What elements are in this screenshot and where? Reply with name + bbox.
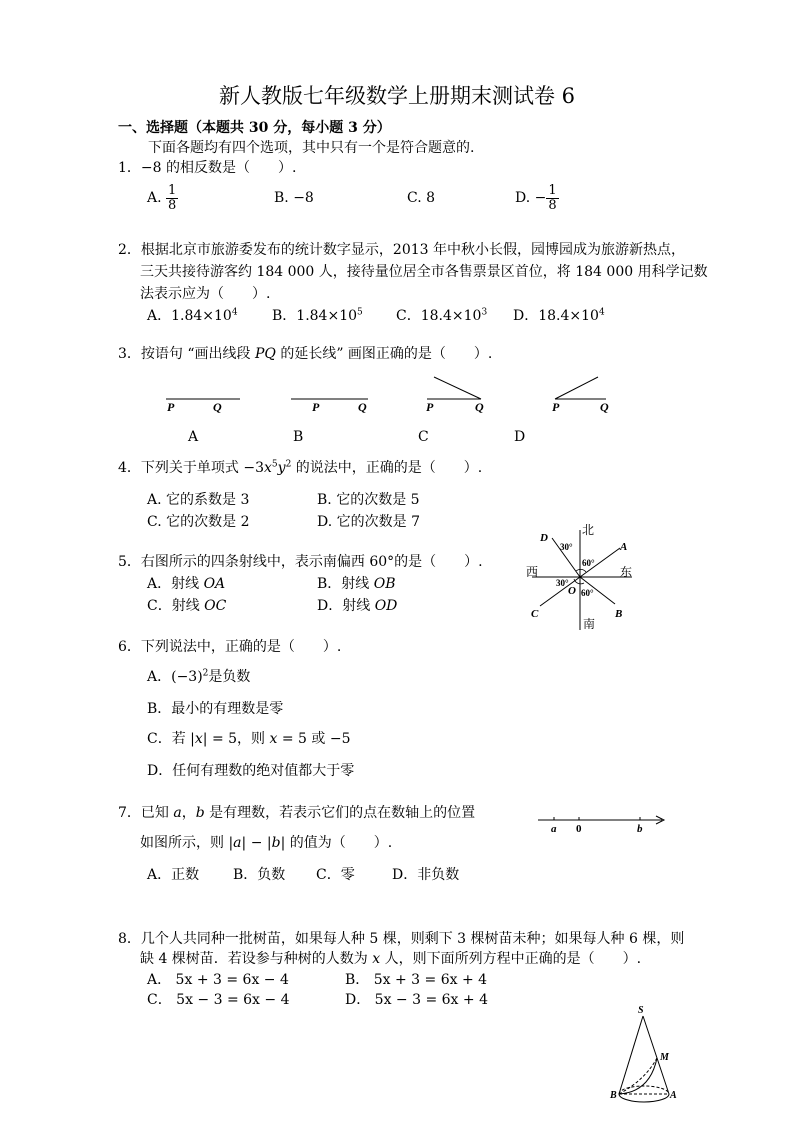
q6-stem: 6．下列说法中，正确的是（ ）. [118, 639, 342, 655]
q3-stem-pre: 3．按语句 “画出线段 [118, 346, 255, 362]
q1-d-den: 8 [548, 197, 557, 213]
q3-fig-d-q: Q [600, 400, 609, 414]
q1-d-num: 1 [548, 182, 557, 198]
q5-d-pre: D．射线 [317, 598, 375, 614]
q3-fig-c-q: Q [475, 400, 484, 414]
q4-stem-pre: 4．下列关于单项式 −3 [118, 460, 264, 476]
label-angle-30-left: 30° [556, 578, 569, 588]
cone-base-front [619, 1094, 669, 1102]
q7-l2-b: b [271, 835, 281, 851]
q7-option-a: A．正数 [147, 867, 200, 883]
label-zero: 0 [576, 823, 582, 835]
q6-c-var: x [194, 731, 203, 747]
q7-line1 [118, 803, 475, 823]
q1-option-b: B. −8 [274, 190, 314, 206]
q6-option-b: B．最小的有理数是零 [147, 701, 284, 717]
q2-line1: 2．根据北京市旅游委发布的统计数字显示，2013 年中秋小长假，园博园成为旅游新热点， [118, 242, 685, 258]
q1-option-d [515, 180, 559, 216]
q3-label-d: D [514, 429, 526, 445]
q4-stem-y-exp: 2 [285, 459, 292, 470]
q5-d-var: OD [374, 598, 398, 614]
q2-d-base: D．18.4×10 [513, 308, 599, 324]
q2-a-base: A．1.84×10 [147, 308, 232, 324]
q4-option-a: A. 它的系数是 3 [147, 492, 250, 508]
q5-b-pre: B．射线 [317, 576, 374, 592]
q8-option-b: B． 5x + 3 = 6x + 4 [345, 972, 488, 988]
q7-line2 [140, 833, 392, 853]
label-m: M [660, 1052, 669, 1063]
q4-option-c: C. 它的次数是 2 [147, 514, 250, 530]
q6-option-c [147, 729, 351, 749]
q7-l2-a: a [233, 835, 242, 851]
q8-line1: 8．几个人共同种一批树苗，如果每人种 5 棵，则剩下 3 棵树苗未种；如果每人种 6 棵，则 [118, 931, 685, 947]
label-east: 东 [620, 565, 633, 579]
q4-option-b: B. 它的次数是 5 [317, 492, 420, 508]
q7-option-c: C．零 [316, 867, 355, 883]
q6-c-var2: x [269, 731, 278, 747]
q3-stem-post: 的延长线” 画图正确的是（ ）. [275, 346, 493, 362]
q2-a-exp: 4 [231, 307, 238, 318]
q4-stem-x-exp: 5 [271, 459, 278, 470]
q7-l2-post: | 的值为（ ）. [280, 835, 393, 851]
q6-a-exp: 2 [202, 668, 209, 679]
q8-option-a: A． 5x + 3 = 6x − 4 [147, 972, 289, 988]
section-instruction: 下面各题均有四个选项，其中只有一个是符合题意的. [148, 140, 475, 156]
q7-l2-pre: 如图所示，则 | [140, 835, 234, 851]
q7-l1-mid: ， [181, 805, 196, 821]
q6-c-mid: | = 5，则 [202, 731, 270, 747]
label-a: A [670, 1090, 677, 1101]
q1-a-num: 1 [168, 182, 177, 198]
q2-option-b [272, 306, 363, 326]
label-o: O [568, 585, 576, 597]
q3-fig-c-p: P [426, 400, 434, 414]
q2-option-d [513, 306, 605, 326]
q3-fig-d-ray [555, 377, 598, 399]
label-s: S [638, 1005, 644, 1016]
label-a: A [620, 541, 628, 553]
q8-option-d: D． 5x − 3 = 6x + 4 [345, 992, 488, 1008]
label-b: B [615, 608, 623, 620]
q3-label-b: B [293, 429, 304, 445]
label-b: b [637, 823, 643, 835]
q3-stem-var: PQ [254, 346, 276, 362]
label-angle-60-bottom: 60° [581, 588, 594, 598]
q1-stem: 1．−8 的相反数是（ ）. [118, 160, 297, 176]
q3-fig-a-p: P [167, 400, 175, 414]
q2-line2: 三天共接待游客约 184 000 人，接待量位居全市各售票景区首位，将 184 000 用科学记数 [140, 264, 708, 280]
q5-c-pre: C．射线 [147, 598, 205, 614]
q5-a-var: OA [203, 576, 226, 592]
q8-l2-post: 人，则下面所列方程中正确的是（ ）. [380, 951, 642, 967]
q6-option-a [147, 667, 250, 687]
q2-c-exp: 3 [481, 307, 488, 318]
q2-option-a [147, 306, 238, 326]
q2-c-base: C．18.4×10 [396, 308, 482, 324]
q5-option-a [147, 574, 225, 594]
q8-l2-pre: 缺 4 棵树苗．若设参与种树的人数为 [140, 951, 373, 967]
q8-line2 [140, 949, 641, 969]
section-heading: 一、选择题（本题共 30 分，每小题 3 分） [118, 120, 391, 136]
q4-stem-post: 的说法中，正确的是（ ）. [291, 460, 483, 476]
q3-stem [118, 344, 492, 364]
q3-fig-a-q: Q [213, 400, 222, 414]
q1-d-label: D. − [515, 190, 547, 206]
q3-label-c: C [418, 429, 429, 445]
angle-arc-top [576, 569, 586, 572]
q7-option-d: D．非负数 [392, 867, 460, 883]
label-a: a [551, 823, 557, 835]
q3-fig-b-p: P [312, 400, 320, 414]
q7-l1-post: 是有理数，若表示它们的点在数轴上的位置 [204, 805, 476, 821]
q6-option-d: D．任何有理数的绝对值都大于零 [147, 763, 355, 779]
cone-edge-left [619, 1016, 643, 1094]
label-b: B [610, 1090, 617, 1101]
q3-fig-c-ray [434, 377, 481, 399]
q7-number-line [536, 808, 671, 836]
label-north: 北 [582, 523, 595, 537]
page-title: 新人教版七年级数学上册期末测试卷 6 [218, 84, 576, 108]
q1-a-label: A. [147, 190, 162, 206]
q2-d-exp: 4 [598, 307, 605, 318]
q3-fig-b-q: Q [358, 400, 367, 414]
q1-option-a [147, 180, 178, 216]
q7-l1-pre: 7．已知 [118, 805, 174, 821]
label-angle-60-top: 60° [582, 558, 595, 568]
q3-label-a: A [188, 429, 199, 445]
q5-option-c [147, 596, 226, 616]
q7-l1-b: b [195, 805, 205, 821]
q5-b-var: OB [373, 576, 396, 592]
q5-c-var: OC [204, 598, 227, 614]
q7-l1-a: a [173, 805, 182, 821]
q7-option-b: B．负数 [233, 867, 286, 883]
q2-option-c [396, 306, 487, 326]
q5-compass-figure [520, 522, 640, 634]
q2-b-base: B．1.84×10 [272, 308, 358, 324]
q1-d-fraction [546, 184, 558, 213]
q8-l2-var: x [372, 951, 381, 967]
label-d: D [540, 532, 548, 544]
q5-option-d [317, 596, 397, 616]
q1-a-fraction [166, 184, 178, 213]
q8-option-c: C． 5x − 3 = 6x − 4 [147, 992, 290, 1008]
cone-figure [605, 1000, 690, 1110]
q2-line3: 法表示应为（ ）. [140, 286, 271, 302]
q4-stem-y: y [277, 460, 286, 476]
label-south: 南 [583, 617, 596, 631]
q3-figures [150, 370, 630, 420]
q5-a-pre: A．射线 [147, 576, 204, 592]
q7-l2-mid: | − | [241, 835, 272, 851]
q5-option-b [317, 574, 396, 594]
q6-a-pre: A．(−3) [147, 669, 203, 685]
label-angle-30-top: 30° [560, 542, 573, 552]
q5-stem: 5．右图所示的四条射线中，表示南偏西 60°的是（ ）. [118, 554, 483, 570]
q2-b-exp: 5 [357, 307, 363, 318]
q4-stem-x: x [264, 460, 272, 476]
label-c: C [531, 608, 539, 620]
q1-a-den: 8 [168, 197, 177, 213]
q6-c-mid2: = 5 或 −5 [277, 731, 351, 747]
q1-option-c: C. 8 [407, 190, 436, 206]
q3-fig-d-p: P [552, 400, 560, 414]
q4-option-d: D. 它的次数是 7 [317, 514, 420, 530]
label-west: 西 [526, 565, 539, 579]
q6-a-post: 是负数 [208, 669, 251, 685]
q6-c-pre: C．若 | [147, 731, 195, 747]
q4-stem [118, 458, 482, 478]
